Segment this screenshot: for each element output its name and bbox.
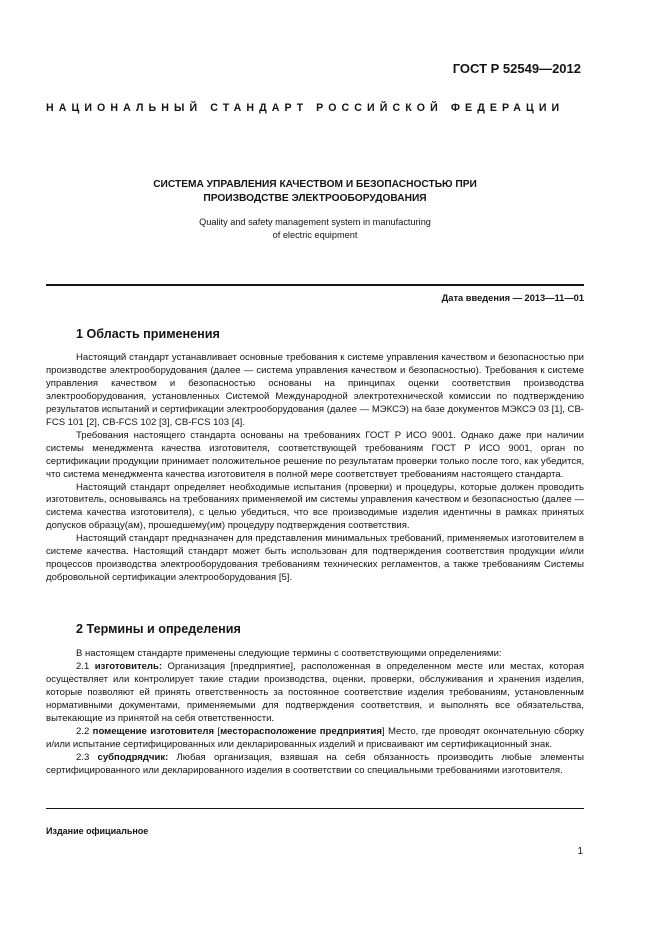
term-number: 2.3 xyxy=(76,751,98,763)
term-number: 2.1 xyxy=(76,660,95,672)
title-en-line-2: of electric equipment xyxy=(272,230,358,240)
title-en-line-1: Quality and safety management system in manufacturing xyxy=(199,217,431,227)
paragraph: Настоящий стандарт определяет необходимые испытания (проверки) и процедуры, которые должен проводить изготовитель, основываясь на требованиях применяемой им системы управления качеством и безопасностью (далее — система качества изготовителя), с целью убедиться, что все производимые изделия идентичны в рамках принятых допусков образцу(ам), прошедшему(им) процедуру подтверждения соответствия. xyxy=(46,481,584,532)
term-definition xyxy=(46,661,584,726)
section-1-heading: 1 Область применения xyxy=(76,327,220,341)
section-2-intro: В настоящем стандарте применены следующие термины с соответствующими определениями: xyxy=(76,648,502,659)
footer-divider xyxy=(46,808,584,809)
term-definition xyxy=(46,752,584,778)
term-name: субподрядчик: xyxy=(97,751,169,763)
term-text: Любая организация, взявшая на себя обязанность производить любые элементы сертифицированного или декларированного изделия в соответствии со специальными требованиями изготовителя. xyxy=(46,751,584,776)
title-ru-line-1: СИСТЕМА УПРАВЛЕНИЯ КАЧЕСТВОМ И БЕЗОПАСНОСТЬЮ ПРИ xyxy=(153,179,477,190)
term-alt-name: месторасположение предприятия xyxy=(220,725,382,737)
section-1-body xyxy=(46,352,584,585)
document-title-en xyxy=(130,216,500,242)
paragraph: Требования настоящего стандарта основаны на требованиях ГОСТ Р ИСО 9001. Однако даже при наличии системы менеджмента качества изготовителя, соответствующей требованиям ГОСТ Р ИСО 9001, орган по сертификации продукции принимает положительное решение по результатам проверки только после того, как убедится, что система менеджмента качества изготовителя в полной мере соответствует требованиям настоящего стандарта. xyxy=(46,429,584,480)
section-2-heading: 2 Термины и определения xyxy=(76,622,241,636)
term-name: помещение изготовителя xyxy=(92,725,215,737)
top-divider xyxy=(46,284,584,286)
term-definition xyxy=(46,726,584,752)
document-title-ru xyxy=(96,178,534,206)
gost-number: ГОСТ Р 52549—2012 xyxy=(452,61,581,76)
page-number: 1 xyxy=(577,846,583,857)
introduction-date: Дата введения — 2013—11—01 xyxy=(441,293,584,303)
title-ru-line-2: ПРОИЗВОДСТВЕ ЭЛЕКТРООБОРУДОВАНИЯ xyxy=(203,193,427,204)
paragraph: Настоящий стандарт устанавливает основные требования к системе управления качеством и безопасностью при производстве электрооборудования (далее — система управления качеством и безопасностью). Требования к системе управления качеством и безопасностью основаны на принципах оценки соответствия производства электрооборудования, установленных Системой Международной электротехнической комиссии по подтверждению результатов испытаний и сертификации электрооборудования (далее — МЭКСЭ) на базе документов МЭКСЭ 03 [1], CB-FCS 101 [2], CB-FCS 102 [3], CB-FCS 103 [4]. xyxy=(46,352,584,428)
term-bracket: [ xyxy=(214,725,221,737)
official-edition-label: Издание официальное xyxy=(46,826,149,836)
term-text: Место, где проводят окончательную сборку и/или испытание сертифицированных или декларированных изделий и присваивают им сертификационный знак. xyxy=(46,725,584,750)
term-number: 2.2 xyxy=(76,725,93,737)
section-2-body xyxy=(46,648,584,778)
national-standard-heading: НАЦИОНАЛЬНЫЙ СТАНДАРТ РОССИЙСКОЙ ФЕДЕРАЦИИ xyxy=(46,102,565,114)
paragraph: Настоящий стандарт предназначен для представления минимальных требований, применяемых изготовителем в системе качества. Настоящий стандарт может быть использован для подтверждения соответствия продукции и/или процессов производства электрооборудования требованиям технических регламентов, а также требованиям Системы добровольной сертификации электрооборудования [5]. xyxy=(46,533,584,584)
term-name: изготовитель: xyxy=(94,660,163,672)
term-bracket: ] xyxy=(381,725,385,737)
term-text: Организация [предприятие], расположенная в определенном месте или местах, которая осуществляет или контролирует такие стадии производства, оценки, проверки, обслуживания и хранения изделия, которые позволяют ей принять ответственность за постоянное соответствие изделия требованиям, установленным нормативными документами, применяемыми для подтверждения соответствия, и выполнять все обязательства, вытекающие из принятой на себя ответственности. xyxy=(46,660,584,724)
